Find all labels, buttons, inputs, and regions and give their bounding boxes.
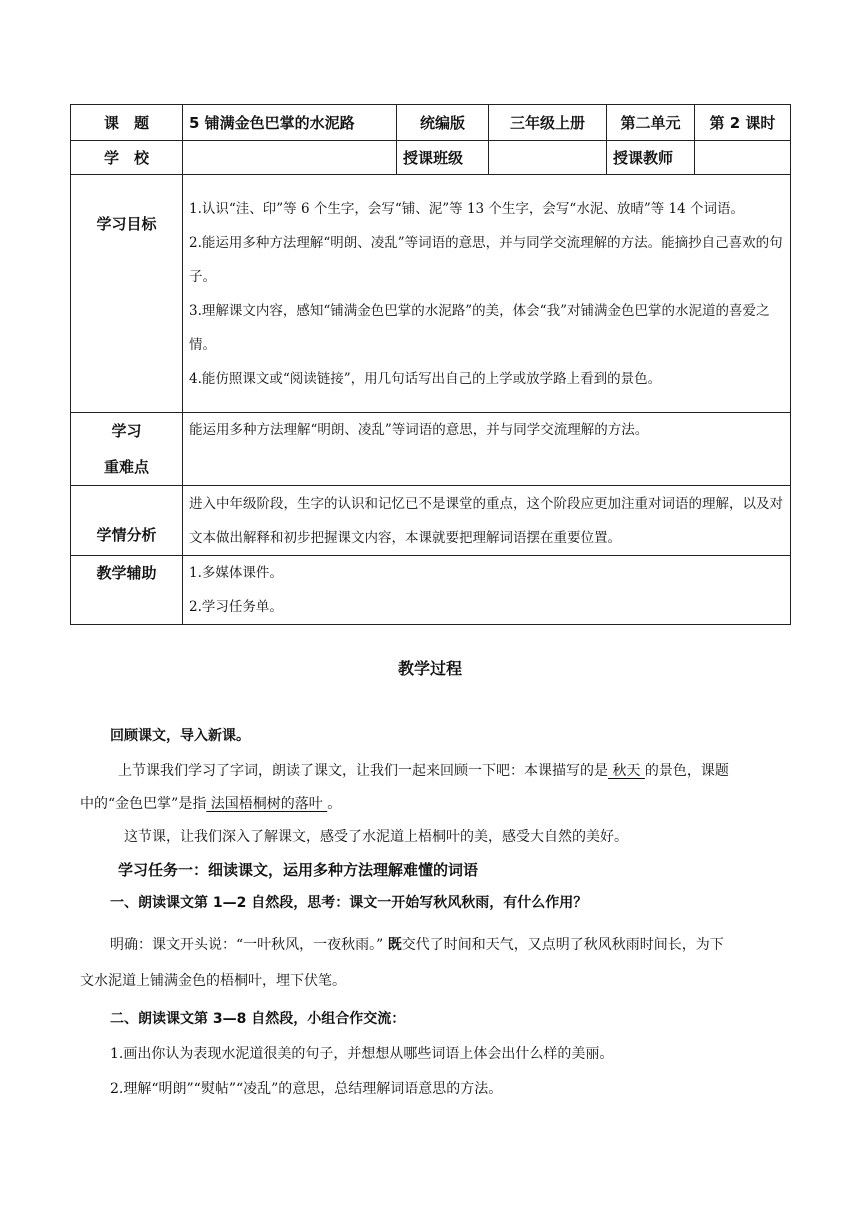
period-cell: 第 2 课时 (695, 105, 791, 141)
review-text: 上节课我们学习了字词，朗读了课文，让我们一起来回顾一下吧：本课描写的是 (118, 763, 608, 779)
class-value (489, 141, 607, 175)
answer-text: 交代了时间和天气，又点明了秋风秋雨时间长，为下 (401, 937, 724, 953)
aid-item: 2.学习任务单。 (189, 599, 283, 615)
teacher-value (695, 141, 791, 175)
table-row (71, 175, 791, 413)
review-paragraph-2: 这节课，让我们深入了解课文，感受了水泥道上梧桐叶的美，感受大自然的美好。 (124, 829, 628, 845)
aids-content (183, 556, 791, 625)
question-1: 一、朗读课文第 1—2 自然段，思考：课文一开始写秋风秋雨，有什么作用？ (110, 895, 588, 911)
analysis-label: 学情分析 (71, 486, 183, 556)
objective-item: 1.认识“洼、印”等 6 个生字，会写“铺、泥”等 13 个生字，会写“水泥、放晴”等 14 个词语。 (189, 200, 744, 217)
task1-heading: 学习任务一：细读课文，运用多种方法理解难懂的词语 (118, 861, 479, 879)
topic-label: 课 题 (71, 105, 183, 141)
objective-item: 4.能仿照课文或“阅读链接”，用几句话写出自己的上学或放学路上看到的景色。 (189, 370, 662, 387)
difficulty-content: 能运用多种方法理解“明朗、凌乱”等词语的意思，并与同学交流理解的方法。 (183, 413, 791, 486)
review-paragraph-line2 (80, 793, 800, 815)
school-value (183, 141, 397, 175)
question-2-item-1: 1.画出你认为表现水泥道很美的句子，并想想从哪些词语上体会出什么样的美丽。 (110, 1046, 614, 1062)
difficulty-label-line2: 重难点 (103, 458, 149, 476)
review-text: 的景色，课题 (644, 763, 729, 779)
objectives-label: 学习目标 (71, 175, 183, 413)
grade-cell: 三年级上册 (489, 105, 607, 141)
question-2: 二、朗读课文第 3—8 自然段，小组合作交流： (110, 1011, 406, 1027)
answer-emphasis: 既 (387, 937, 402, 953)
table-row (71, 141, 791, 175)
blank-answer-leaves: 法国梧桐树的落叶 (206, 796, 328, 812)
table-row (71, 556, 791, 625)
lesson-title: 5 铺满金色巴掌的水泥路 (183, 105, 397, 141)
review-heading: 回顾课文，导入新课。 (110, 728, 250, 744)
review-text: 。 (327, 796, 342, 812)
analysis-content: 进入中年级阶段，生字的认识和记忆已不是课堂的重点，这个阶段应更加注重对词语的理解，以及对文本做出解释和初步把握课文内容，本课就要把理解词语摆在重要位置。 (183, 486, 791, 556)
objectives-content (183, 175, 791, 413)
table-row (71, 105, 791, 141)
school-label: 学 校 (71, 141, 183, 175)
difficulty-label (71, 413, 183, 486)
question-2-item-2: 2.理解“明朗”“熨帖”“凌乱”的意思，总结理解词语意思的方法。 (110, 1081, 503, 1097)
table-row (71, 486, 791, 556)
process-title: 教学过程 (397, 659, 462, 678)
aid-item: 1.多媒体课件。 (189, 565, 283, 581)
aids-label: 教学辅助 (71, 556, 183, 625)
teacher-label: 授课教师 (607, 141, 695, 175)
unit-cell: 第二单元 (607, 105, 695, 141)
objective-item: 2.能运用多种方法理解“明朗、凌乱”等词语的意思，并与同学交流理解的方法。能摘抄自己喜欢的句子。 (189, 234, 783, 285)
question-1-answer-line2: 文水泥道上铺满金色的梧桐叶，埋下伏笔。 (80, 973, 346, 989)
review-text: 中的“金色巴掌”是指 (80, 796, 207, 812)
answer-text: 明确：课文开头说：“一叶秋风，一夜秋雨。” (110, 937, 388, 953)
blank-answer-autumn: 秋天 (608, 763, 645, 779)
table-row (71, 413, 791, 486)
question-1-answer-line1 (110, 934, 800, 956)
objective-item: 3.理解课文内容，感知“铺满金色巴掌的水泥路”的美，体会“我”对铺满金色巴掌的水泥道的喜爱之情。 (189, 302, 770, 353)
class-label: 授课班级 (397, 141, 489, 175)
difficulty-label-line1: 学习 (111, 422, 142, 440)
edition-cell: 统编版 (397, 105, 489, 141)
review-paragraph-line1 (118, 760, 798, 782)
lesson-plan-table (70, 104, 791, 625)
